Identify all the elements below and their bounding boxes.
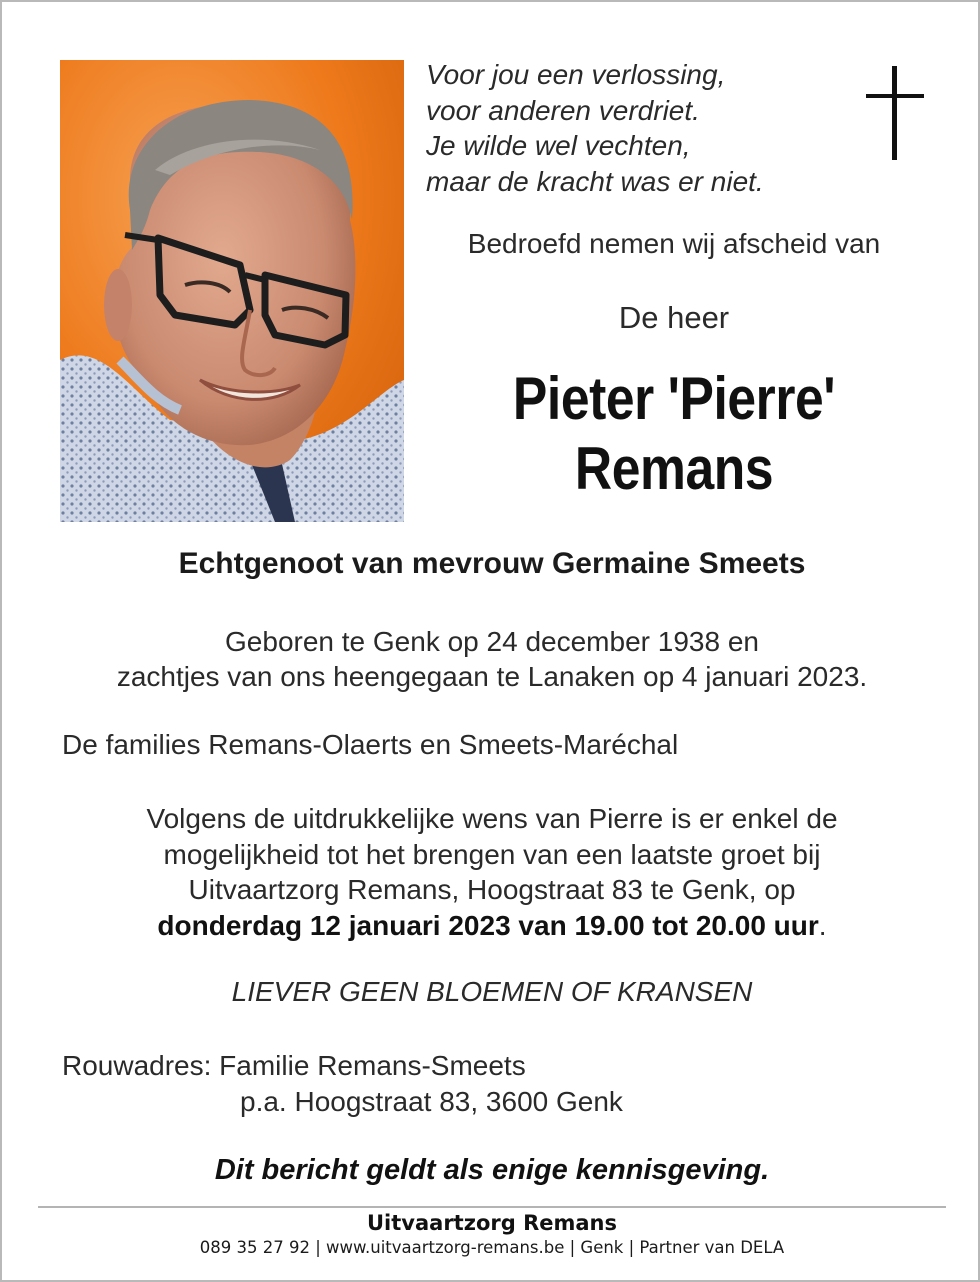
cross-icon [866,66,924,160]
visitation-period: . [818,909,827,941]
families-line: De families Remans-Olaerts en Smeets-Maréchal [62,729,679,760]
salutation: De heer [618,300,730,335]
name-line-1: Pieter 'Pierre' [512,365,836,432]
poem [426,57,826,199]
visitation-line: Volgens de uitdrukkelijke wens van Pierre is er enkel de [146,803,838,834]
no-flowers-note: LIEVER GEEN BLOEMEN OF KRANSEN [231,976,753,1007]
poem-line: voor anderen verdriet. [426,94,700,126]
undertaker-contact: 089 35 27 92 | www.uitvaartzorg-remans.be | Genk | Partner van DELA [199,1238,785,1257]
address-line-2: p.a. Hoogstraat 83, 3600 Genk [240,1085,623,1117]
poem-line: maar de kracht was er niet. [426,165,764,197]
birth-death-text [2,624,980,694]
visitation-line: Uitvaartzorg Remans, Hoogstraat 83 te Genk, op [188,874,796,905]
notice-line: Dit bericht geldt als enige kennisgeving. [214,1154,770,1186]
visitation-line: mogelijkheid tot het brengen van een laatste groet bij [163,838,821,870]
deceased-name [442,364,906,504]
spouse-line: Echtgenoot van mevrouw Germaine Smeets [178,547,806,580]
poem-line: Je wilde wel vechten, [426,130,691,161]
poem-line: Voor jou een verlossing, [426,59,726,90]
birth-line: Geboren te Genk op 24 december 1938 en [225,626,759,657]
portrait-photo [60,60,404,522]
visitation-date: donderdag 12 januari 2023 van 19.00 tot 20.00 uur [157,909,819,941]
name-line-2: Remans [574,435,774,502]
mourning-address [62,1048,623,1119]
address-line-1: Rouwadres: Familie Remans-Smeets [62,1050,526,1081]
visitation-text [2,801,980,943]
death-line: zachtjes van ons heengegaan te Lanaken op 4 januari 2023. [116,661,868,692]
intro-text: Bedroefd nemen wij afscheid van [467,228,881,259]
visitation-date-line [2,908,980,944]
undertaker-name: Uitvaartzorg Remans [367,1211,617,1235]
footer-divider [38,1206,946,1208]
